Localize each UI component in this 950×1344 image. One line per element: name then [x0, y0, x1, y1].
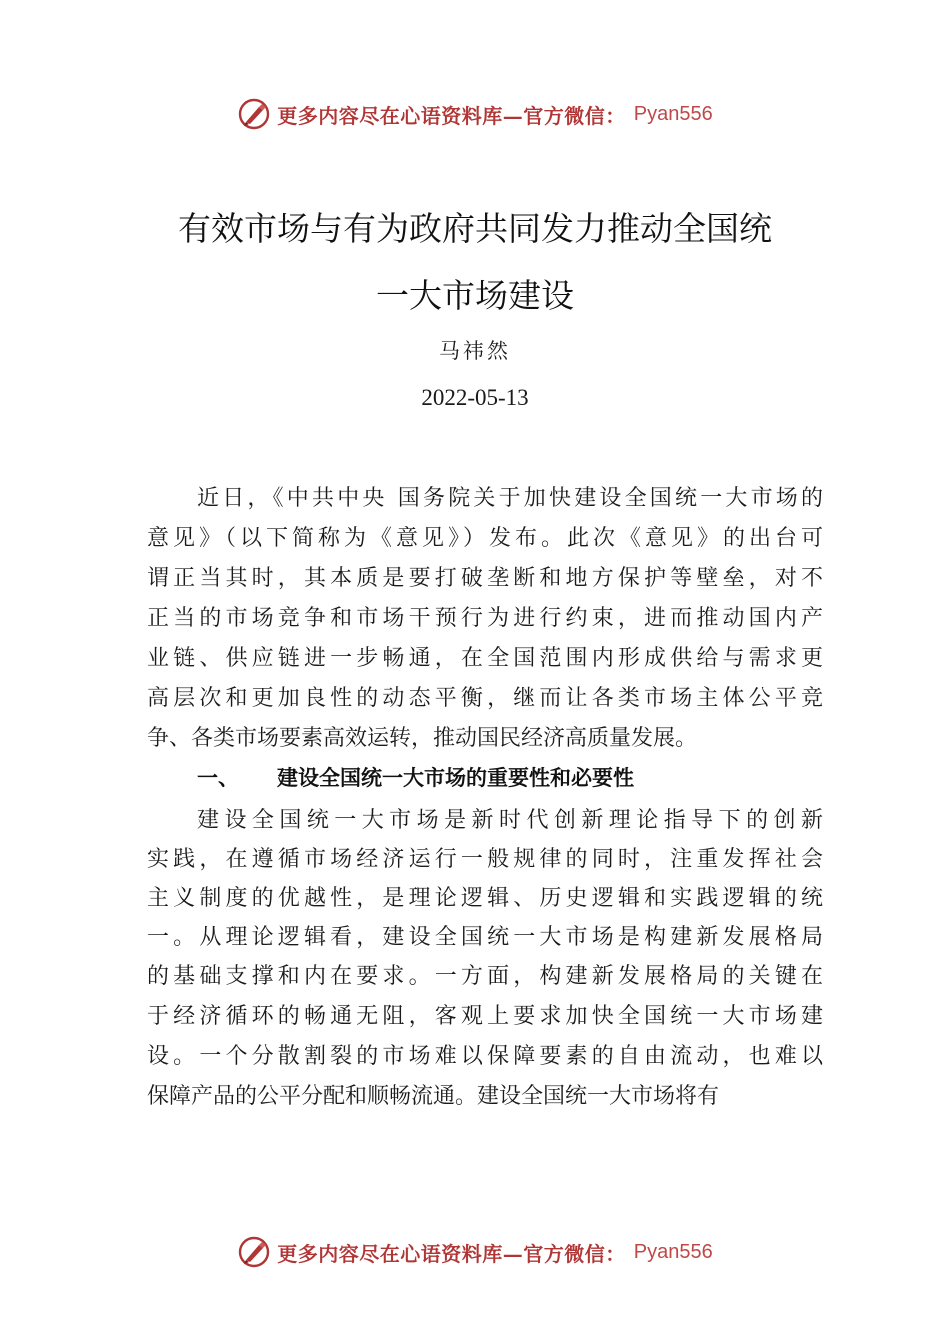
paragraph-line: 主义制度的优越性，是理论逻辑、历史逻辑和实践逻辑的统	[147, 886, 823, 911]
pen-circle-logo-icon	[237, 97, 271, 131]
header-watermark	[0, 94, 950, 134]
section-number: 一、	[197, 766, 239, 790]
paragraph-line: 高层次和更加良性的动态平衡，继而让各类市场主体公平竞	[147, 686, 823, 711]
paragraph-line: 建设全国统一大市场是新时代创新理论指导下的创新	[197, 808, 823, 833]
watermark-wechat-handle: Pyan556	[633, 102, 713, 125]
section-heading-text: 建设全国统一大市场的重要性和必要性	[277, 766, 634, 790]
paragraph-line: 争、各类市场要素高效运转，推动国民经济高质量发展。	[147, 726, 698, 751]
paragraph-line: 设。一个分散割裂的市场难以保障要素的自由流动，也难以	[147, 1044, 823, 1069]
article-title-line-2: 一大市场建设	[376, 276, 574, 315]
pen-circle-logo-icon	[237, 1235, 271, 1269]
article-date: 2022-05-13	[421, 385, 529, 410]
watermark-text: 更多内容尽在心语资料库—官方微信：	[277, 1241, 626, 1266]
paragraph-line: 正当的市场竞争和市场干预行为进行约束，进而推动国内产	[147, 606, 823, 631]
article-author: 马祎然	[439, 339, 511, 363]
section-heading	[197, 762, 634, 794]
article-title-line-1: 有效市场与有为政府共同发力推动全国统	[178, 209, 772, 248]
paragraph-line: 保障产品的公平分配和顺畅流通。建设全国统一大市场将有	[147, 1084, 720, 1109]
footer-watermark	[0, 1232, 950, 1272]
watermark-wechat-handle: Pyan556	[633, 1240, 713, 1263]
paragraph-line: 的基础支撑和内在要求。一方面，构建新发展格局的关键在	[147, 964, 823, 989]
paragraph-line: 意见》（以下简称为《意见》）发布。此次《意见》的出台可	[147, 526, 823, 551]
paragraph-line: 一。从理论逻辑看，建设全国统一大市场是构建新发展格局	[147, 925, 823, 950]
paragraph-line: 业链、供应链进一步畅通，在全国范围内形成供给与需求更	[147, 646, 823, 671]
paragraph-line: 谓正当其时，其本质是要打破垄断和地方保护等壁垒，对不	[147, 566, 823, 591]
paragraph-line: 近日，《中共中央 国务院关于加快建设全国统一大市场的	[197, 486, 823, 511]
paragraph-line: 于经济循环的畅通无阻，客观上要求加快全国统一大市场建	[147, 1004, 823, 1029]
watermark-text: 更多内容尽在心语资料库—官方微信：	[277, 103, 626, 128]
paragraph-line: 实践，在遵循市场经济运行一般规律的同时，注重发挥社会	[147, 847, 823, 872]
